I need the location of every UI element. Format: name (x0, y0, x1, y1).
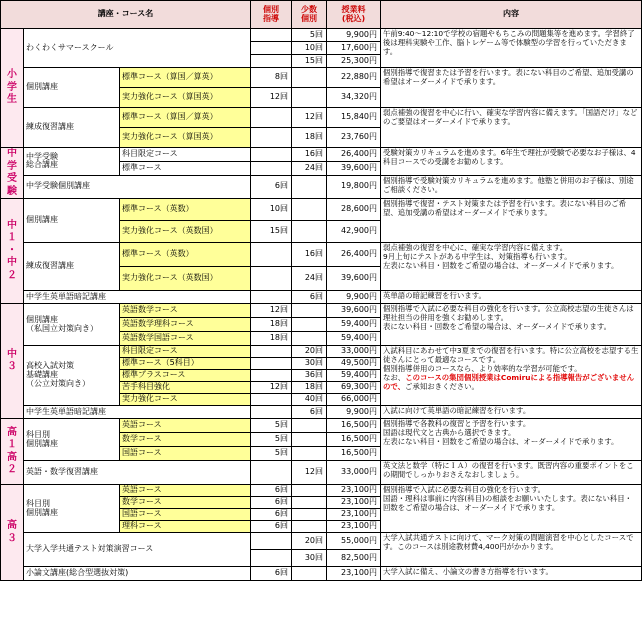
sessions: 12回 (292, 461, 327, 485)
sessions: 24回 (292, 161, 327, 175)
course-variant: 英語コース (120, 419, 251, 433)
price: 16,500円 (327, 433, 381, 447)
course-variant: 科目限定コース (120, 346, 251, 358)
course-variant: 苦手科目強化 (120, 382, 251, 394)
sessions: 18回 (292, 128, 327, 148)
sessions: 6回 (251, 175, 292, 198)
sessions: 12回 (251, 304, 292, 318)
price: 26,400円 (327, 243, 381, 267)
header-kobetsu: 個別 指導 (251, 1, 292, 29)
course-name: 英語・数学復習講座 (24, 461, 251, 485)
price: 16,500円 (327, 447, 381, 461)
price: 19,800円 (327, 175, 381, 198)
price: 69,300円 (327, 382, 381, 394)
course-variant: 英語数学国語コース (120, 332, 251, 346)
price: 15,840円 (327, 108, 381, 128)
sessions: 6回 (251, 521, 292, 533)
sessions: 18回 (292, 382, 327, 394)
price: 23,100円 (327, 567, 381, 581)
sessions: 15回 (292, 55, 327, 68)
desc-text: 入試科目にあわせて中3夏までの復習を行います。特に公立高校を志望する生徒さんにとって最適なコースです。 個別指導併用のコースなら、より効率的な学習が可能です。 なお、 (383, 346, 639, 382)
header-content: 内容 (381, 1, 642, 29)
course-description (381, 346, 642, 406)
course-description: 個別指導で入試に必要な科目の強化を行います。 国語・理科は事前に内容(科目)の相談をお願いいたします。表にない科目・回数をご希望の場合は、オーダーメイドで承ります。 (381, 485, 642, 533)
course-description: 個別指導で入試に必要な科目の強化を行います。公立高校志望の生徒さんは理社担当の併用を強くお勧めします。 表にない科目・回数をご希望の場合は、オーダーメイドで承ります。 (381, 304, 642, 346)
course-variant: 実力強化コース（算国英） (120, 128, 251, 148)
sessions: 10回 (251, 199, 292, 221)
price: 42,900円 (327, 221, 381, 243)
price: 23,760円 (327, 128, 381, 148)
course-description: 大学入試に備え、小論文の書き方指導を行います。 (381, 567, 642, 581)
course-variant: 国語コース (120, 509, 251, 521)
course-variant: 数学コース (120, 433, 251, 447)
course-variant: 標準コース (120, 161, 251, 175)
sessions: 18回 (251, 332, 292, 346)
price: 49,500円 (327, 358, 381, 370)
price: 9,900円 (327, 406, 381, 419)
price: 39,600円 (327, 161, 381, 175)
sessions: 36回 (292, 370, 327, 382)
course-name: 個別講座 （私国立対策向き） (24, 304, 120, 346)
sessions: 12回 (292, 108, 327, 128)
group-label: 高 ３ (1, 485, 24, 581)
price: 34,320円 (327, 88, 381, 108)
price: 9,900円 (327, 291, 381, 304)
price: 39,600円 (327, 304, 381, 318)
sessions: 15回 (251, 221, 292, 243)
price: 59,400円 (327, 332, 381, 346)
sessions (251, 370, 292, 382)
sessions: 40回 (292, 394, 327, 406)
course-variant: 標準コース（算国／算英） (120, 108, 251, 128)
course-variant: 標準コース（算国／算英） (120, 68, 251, 88)
price: 23,100円 (327, 485, 381, 497)
course-name: わくわくサマースクール (24, 29, 251, 68)
course-name: 個別講座 (24, 68, 120, 108)
sessions: 30回 (292, 358, 327, 370)
sessions: 24回 (292, 267, 327, 291)
course-name: 中学生英単語暗記講座 (24, 291, 251, 304)
group-label: 中 学 受 験 (1, 148, 24, 199)
course-name: 高校入試対策 基礎講座 （公立対策向き） (24, 346, 120, 406)
price: 22,880円 (327, 68, 381, 88)
sessions: 6回 (251, 567, 292, 581)
desc-warning: このコースの集団個別授業はComiruによる指導報告がございませんので、 (383, 372, 635, 391)
price: 23,100円 (327, 497, 381, 509)
course-description: 個別指導で受験対策カリキュラムを進めます。他塾と併用のお子様は、別途ご相談ください。 (381, 175, 642, 198)
sessions: 5回 (251, 447, 292, 461)
course-name: 中学受験 総合講座 (24, 148, 120, 176)
sessions (251, 394, 292, 406)
course-description: 受験対策カリキュラムを進めます。6年生で理社が受験で必要なお子様は、4科目コースでの受講をお勧めします。 (381, 148, 642, 176)
course-variant: 科目限定コース (120, 148, 251, 162)
sessions: 5回 (251, 419, 292, 433)
price: 28,600円 (327, 199, 381, 221)
desc-text: ご承知おきください。 (405, 381, 479, 391)
group-label: 中 １ ・ 中 ２ (1, 199, 24, 304)
course-variant: 実力強化コース (120, 394, 251, 406)
course-variant: 英語数学理科コース (120, 318, 251, 332)
price: 17,600円 (327, 42, 381, 55)
course-description: 英文法と数学（特にＩＡ）の復習を行います。既習内容の重要ポイントをこの期間でしっかりおさえなおしましょう。 (381, 461, 642, 485)
group-label: 高 １ 高 ２ (1, 419, 24, 485)
course-name: 練成復習講座 (24, 243, 120, 291)
sessions: 6回 (251, 497, 292, 509)
course-variant: 標準コース（英数） (120, 243, 251, 267)
course-variant: 標準コース（英数） (120, 199, 251, 221)
sessions: 8回 (251, 68, 292, 88)
course-description: 入試に向けて英単語の暗記練習を行います。 (381, 406, 642, 419)
course-name: 科目別 個別講座 (24, 485, 120, 533)
course-description: 個別指導で復習・テスト対策または予習を行います。表にない科目のご希望、追加受講の希望はオーダーメイドで承ります。 (381, 199, 642, 243)
course-name: 練成復習講座 (24, 108, 120, 148)
sessions: 16回 (292, 148, 327, 162)
sessions: 20回 (292, 533, 327, 550)
header-shosu: 少数 個別 (292, 1, 327, 29)
group-label: 小 学 生 (1, 29, 24, 148)
course-variant: 英語コース (120, 485, 251, 497)
course-name: 中学受験個別講座 (24, 175, 251, 198)
course-variant: 実力強化コース（算国英） (120, 88, 251, 108)
course-variant: 国語コース (120, 447, 251, 461)
price: 33,000円 (327, 461, 381, 485)
header-fee: 授業料 (税込) (327, 1, 381, 29)
course-variant: 実力強化コース（英数国） (120, 221, 251, 243)
group-label: 中 ３ (1, 304, 24, 419)
course-description: 弱点補強の復習を中心に行い、確実な学習内容に備えます。「国語だけ」などのご要望はオーダーメイドで承ります。 (381, 108, 642, 148)
price: 26,400円 (327, 148, 381, 162)
sessions: 6回 (251, 509, 292, 521)
price: 25,300円 (327, 55, 381, 68)
sessions: 6回 (292, 291, 327, 304)
course-name: 小論文講座(総合型選抜対策) (24, 567, 251, 581)
sessions (251, 358, 292, 370)
course-variant: 数学コース (120, 497, 251, 509)
course-description: 午前9:40～12:10で学校の宿題やもちこみの問題集等を進めます。学習終了後は理科実験や工作、脳トレゲーム等で体験型の学習を行っていただきます。 (381, 29, 642, 68)
sessions: 12回 (251, 88, 292, 108)
price: 23,100円 (327, 509, 381, 521)
price: 59,400円 (327, 318, 381, 332)
course-name: 個別講座 (24, 199, 120, 243)
course-description: 個別指導で各教科の復習と予習を行います。 国語は現代文と古典から選択できます。 左表にない科目・回数をご希望の場合は、オーダーメイドで承ります。 (381, 419, 642, 461)
price: 59,400円 (327, 370, 381, 382)
course-description: 個別指導で復習または予習を行います。表にない科目のご希望、追加受講の希望はオーダーメイドで承ります。 (381, 68, 642, 108)
price: 55,000円 (327, 533, 381, 550)
course-name: 中学生英単語暗記講座 (24, 406, 251, 419)
course-variant: 標準プラスコース (120, 370, 251, 382)
course-name: 大学入学共通テスト対策演習コース (24, 533, 251, 567)
sessions: 18回 (251, 318, 292, 332)
sessions (251, 346, 292, 358)
course-description: 大学入試共通テストに向けて、マーク対策の問題演習を中心としたコースです。このコースは別途教材費4,400円がかかります。 (381, 533, 642, 567)
course-variant: 実力強化コース（英数国） (120, 267, 251, 291)
price: 23,100円 (327, 521, 381, 533)
course-description: 弱点補強の復習を中心に、確実な学習内容に備えます。 9月上旬にテストがある中学生は、対策指導も行います。 左表にない科目・回数をご希望の場合は、オーダーメイドで承ります。 (381, 243, 642, 291)
price: 33,000円 (327, 346, 381, 358)
price: 82,500円 (327, 550, 381, 567)
sessions: 16回 (292, 243, 327, 267)
sessions: 12回 (251, 382, 292, 394)
price: 16,500円 (327, 419, 381, 433)
course-description: 英単語の暗記練習を行います。 (381, 291, 642, 304)
price: 9,900円 (327, 29, 381, 42)
sessions: 6回 (251, 485, 292, 497)
sessions: 5回 (251, 433, 292, 447)
course-variant: 英語数学コース (120, 304, 251, 318)
price: 39,600円 (327, 267, 381, 291)
course-variant: 理科コース (120, 521, 251, 533)
header-course: 講座・コース名 (1, 1, 251, 29)
sessions: 30回 (292, 550, 327, 567)
sessions: 5回 (292, 29, 327, 42)
course-variant: 標準コース（5科目） (120, 358, 251, 370)
sessions: 10回 (292, 42, 327, 55)
sessions: 20回 (292, 346, 327, 358)
sessions: 6回 (292, 406, 327, 419)
course-name: 科目別 個別講座 (24, 419, 120, 461)
price: 66,000円 (327, 394, 381, 406)
